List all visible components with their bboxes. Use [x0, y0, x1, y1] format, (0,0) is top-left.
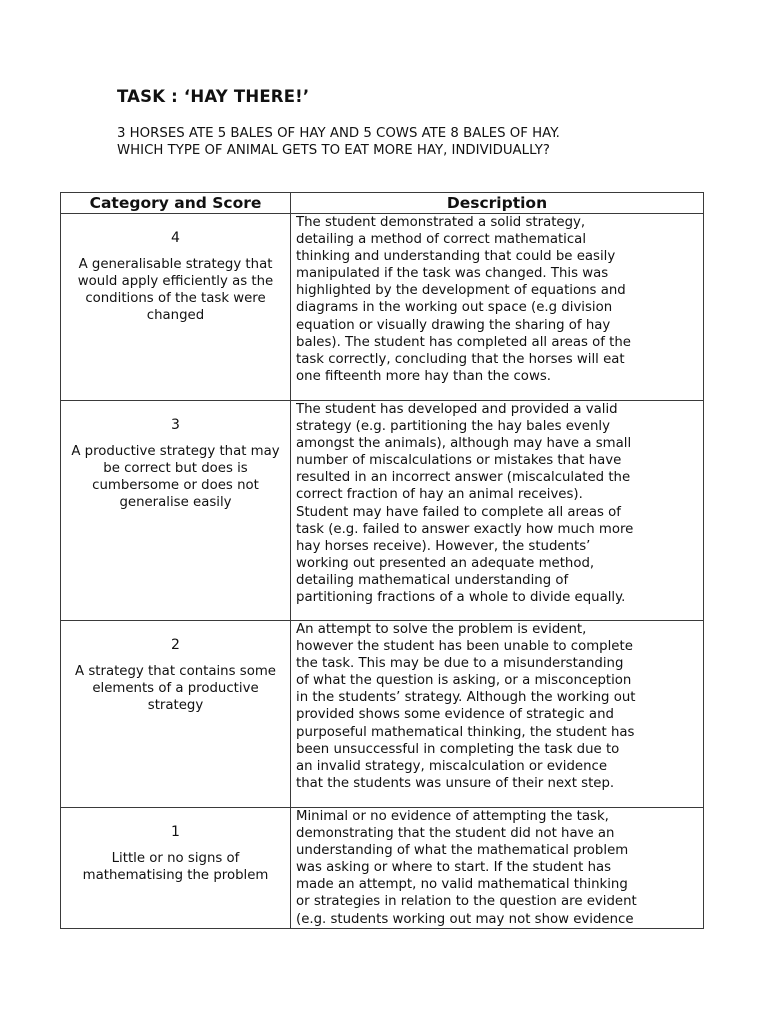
question-line: WHICH TYPE OF ANIMAL GETS TO EAT MORE HAY, INDIVIDUALLY?: [117, 143, 550, 158]
description-line: provided shows some evidence of strategic and: [296, 707, 614, 723]
description-line: The student demonstrated a solid strategy,: [296, 215, 586, 230]
question-line: 3 HORSES ATE 5 BALES OF HAY AND 5 COWS ATE 8 BALES OF HAY.: [117, 126, 560, 141]
description-line: been unsuccessful in completing the task due to: [296, 741, 620, 757]
description-line: an invalid strategy, miscalculation or evidence: [296, 758, 608, 774]
description-line: however the student has been unable to complete: [296, 639, 633, 655]
description-line: thinking and understanding that could be easily: [296, 249, 616, 265]
description-line: Student may have failed to complete all areas of: [296, 504, 621, 520]
description-line: bales). The student has completed all areas of the: [296, 334, 631, 350]
score-value: 1: [171, 824, 180, 840]
category-text: A strategy that contains some elements of a productive strategy: [75, 664, 276, 713]
description-line: in the students’ strategy. Although the working out: [296, 690, 636, 706]
description-line: An attempt to solve the problem is evident,: [296, 622, 587, 637]
category-cell: [61, 808, 291, 929]
description-line: detailing a method of correct mathematical: [296, 232, 587, 248]
description-line: resulted in an incorrect answer (miscalculated the: [296, 470, 631, 486]
description-line: Minimal or no evidence of attempting the task,: [296, 809, 609, 824]
description-line: that the students was unsure of their next step.: [296, 775, 615, 791]
table-row: [61, 808, 704, 929]
description-line: detailing mathematical understanding of: [296, 572, 569, 588]
column-header-description: Description: [291, 193, 704, 214]
description-line: correct fraction of hay an animal receives).: [296, 487, 583, 503]
score-value: 3: [171, 417, 180, 433]
category-cell: [61, 214, 291, 401]
description-line: made an attempt, no valid mathematical thinking: [296, 877, 628, 893]
category-cell: [61, 621, 291, 808]
description-cell: [291, 401, 704, 621]
description-line: strategy (e.g. partitioning the hay bales evenly: [296, 419, 610, 435]
description-line: hay horses receive). However, the students’: [296, 538, 591, 554]
description-line: number of miscalculations or mistakes that have: [296, 453, 622, 469]
task-question: [117, 125, 560, 159]
description-line: partitioning fractions of a whole to divide equally.: [296, 590, 626, 606]
description-line: equation or visually drawing the sharing of hay: [296, 317, 611, 333]
score-value: 2: [171, 637, 180, 653]
column-header-category: Category and Score: [61, 193, 291, 214]
description-line: purposeful mathematical thinking, the student has: [296, 724, 635, 740]
description-line: (e.g. students working out may not show evidence: [296, 911, 634, 927]
description-line: manipulated if the task was changed. This was: [296, 266, 609, 282]
description-cell: [291, 808, 704, 929]
description-line: the task. This may be due to a misunderstanding: [296, 656, 624, 672]
description-cell: [291, 214, 704, 401]
description-line: understanding of what the mathematical problem: [296, 843, 629, 859]
description-line: working out presented an adequate method,: [296, 555, 595, 571]
description-line: was asking or where to start. If the student has: [296, 860, 612, 876]
category-cell: [61, 401, 291, 621]
category-text: A generalisable strategy that would apply efficiently as the conditions of the task were changed: [77, 257, 274, 323]
category-text: Little or no signs of mathematising the problem: [82, 851, 269, 883]
description-line: task correctly, concluding that the horses will eat: [296, 351, 625, 367]
table-row: [61, 621, 704, 808]
rubric-table: [60, 192, 704, 929]
description-cell: [291, 621, 704, 808]
description-line: task (e.g. failed to answer exactly how much more: [296, 521, 634, 537]
description-line: of what the question is asking, or a misconception: [296, 673, 632, 689]
category-text: A productive strategy that may be correct but does is cumbersome or does not generalise easily: [71, 444, 280, 510]
description-line: highlighted by the development of equations and: [296, 283, 626, 299]
description-line: demonstrating that the student did not have an: [296, 826, 615, 842]
score-value: 4: [171, 230, 180, 246]
table-header-row: [61, 193, 704, 214]
table-row: [61, 401, 704, 621]
description-line: diagrams in the working out space (e.g division: [296, 300, 613, 316]
description-line: or strategies in relation to the question are evident: [296, 894, 637, 910]
task-title: TASK : ‘HAY THERE!’: [117, 87, 310, 106]
description-line: The student has developed and provided a valid: [296, 402, 618, 417]
description-line: amongst the animals), although may have a small: [296, 436, 632, 452]
table-row: [61, 214, 704, 401]
description-line: one fifteenth more hay than the cows.: [296, 368, 551, 384]
